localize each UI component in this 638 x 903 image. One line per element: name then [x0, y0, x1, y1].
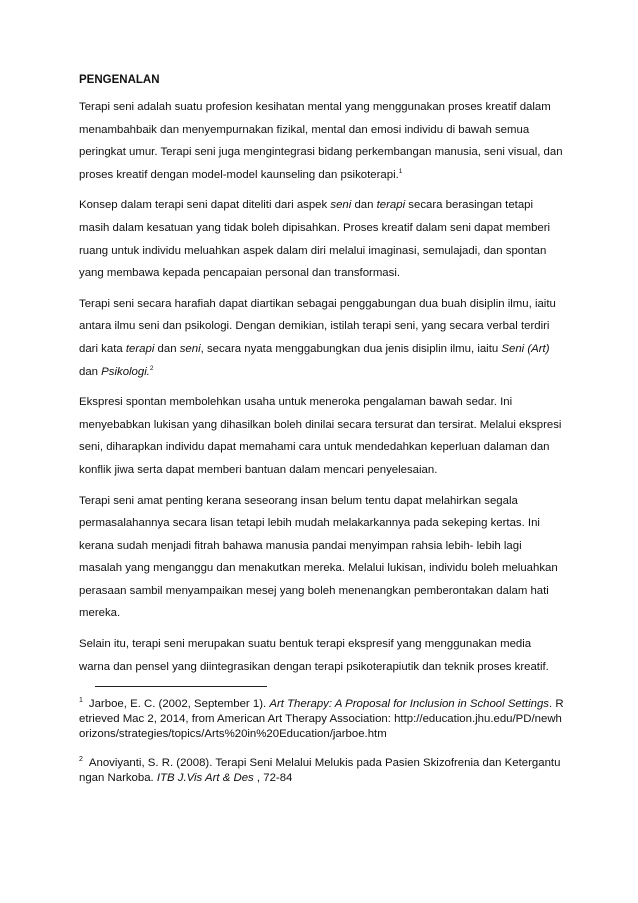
footnote-1: $^1$ Jarboe, E. C. (2002, September 1). Art Therapy: A Proposal for Inclusion in School Settings. Retrieved Mac 2, 2014, from American Art Therapy Association: http://education.jhu.edu/PD/newhorizons/strategies/topics/Arts%20in%20Education/jarboe.htm	[79, 697, 564, 741]
footnote-separator	[95, 686, 267, 687]
footnote-ref-1[interactable]: 1	[398, 167, 403, 175]
paragraph-5: Terapi seni amat penting kerana seseorang insan belum tentu dapat melahirkan segala permasalahannya secara lisan tetapi lebih mudah melakarkannya pada sekeping kertas. Ini kerana sudah menjadi fitrah bahawa manusia pandai menyimpan rahsia lebih- lebih lagi masalah yang menganggu dan menakutkan mereka. Melalui lukisan, individu boleh meluahkan perasaan sambil menyampaikan mesej yang boleh menenangkan pemberontakan dalam hati mereka.	[79, 494, 558, 620]
paragraph-4: Ekspresi spontan membolehkan usaha untuk meneroka pengalaman bawah sedar. Ini menyebabkan lukisan yang dihasilkan boleh dinilai secara tersurat dan tersirat. Melalui ekspresi seni, diharapkan individu dapat memahami cara untuk mendedahkan keperluan dalaman dan konflik jiwa serta dapat memberi bantuan dalam mencari penyelesaian.	[79, 396, 562, 476]
paragraph-6: Selain itu, terapi seni merupakan suatu bentuk terapi ekspresif yang menggunakan media warna dan pensel yang diintegrasikan dengan terapi psikoterapiutik dan teknik proses kreatif.	[79, 638, 549, 673]
paragraph-1: Terapi seni adalah suatu profesion kesihatan mental yang menggunakan proses kreatif dalam menambahbaik dan menyempurnakan fizikal, mental dan emosi individu di bawah semua peringkat umur. Terapi seni juga mengintegrasi bidang perkembangan manusia, seni visual, dan proses kreatif dengan model-model kaunseling dan psikoterapi.$^1$	[79, 101, 563, 181]
footnote-1-source: . Retrieved Mac 2, 2014, from American Art Therapy Association: http://education.jhu.edu/PD/newhorizons/strategies/topics/Arts%20in%20Education/jarboe.htm	[79, 698, 564, 741]
paragraph-3: Terapi seni secara harafiah dapat diartikan sebagai penggabungan dua buah disiplin ilmu, iaitu antara ilmu seni dan psikologi. Dengan demikian, istilah terapi seni, yang secara verbal terdiri dari kata terapi dan seni, secara nyata menggabungkan dua jenis disiplin ilmu, iaitu Seni (Art) dan Psikologi.$^2$	[79, 297, 556, 378]
footnote-2: $^2$ Anoviyanti, S. R. (2008). Terapi Seni Melalui Melukis pada Pasien Skizofrenia dan Ketergantungan Narkoba. ITB J.Vis Art & Des , 72-84	[79, 756, 561, 784]
section-heading: PENGENALAN	[79, 74, 160, 86]
footnote-ref-2[interactable]: 2	[149, 364, 154, 372]
document-body	[79, 74, 565, 796]
paragraph-2: Konsep dalam terapi seni dapat diteliti dari aspek seni dan terapi secara berasingan tetapi masih dalam kesatuan yang tidak boleh dipisahkan. Proses kreatif dalam seni dapat memberi ruang untuk individu meluahkan aspek dalam diri melalui imaginasi, semulajadi, dan spontan yang membawa kepada pencapaian personal dan transformasi.	[79, 199, 551, 280]
